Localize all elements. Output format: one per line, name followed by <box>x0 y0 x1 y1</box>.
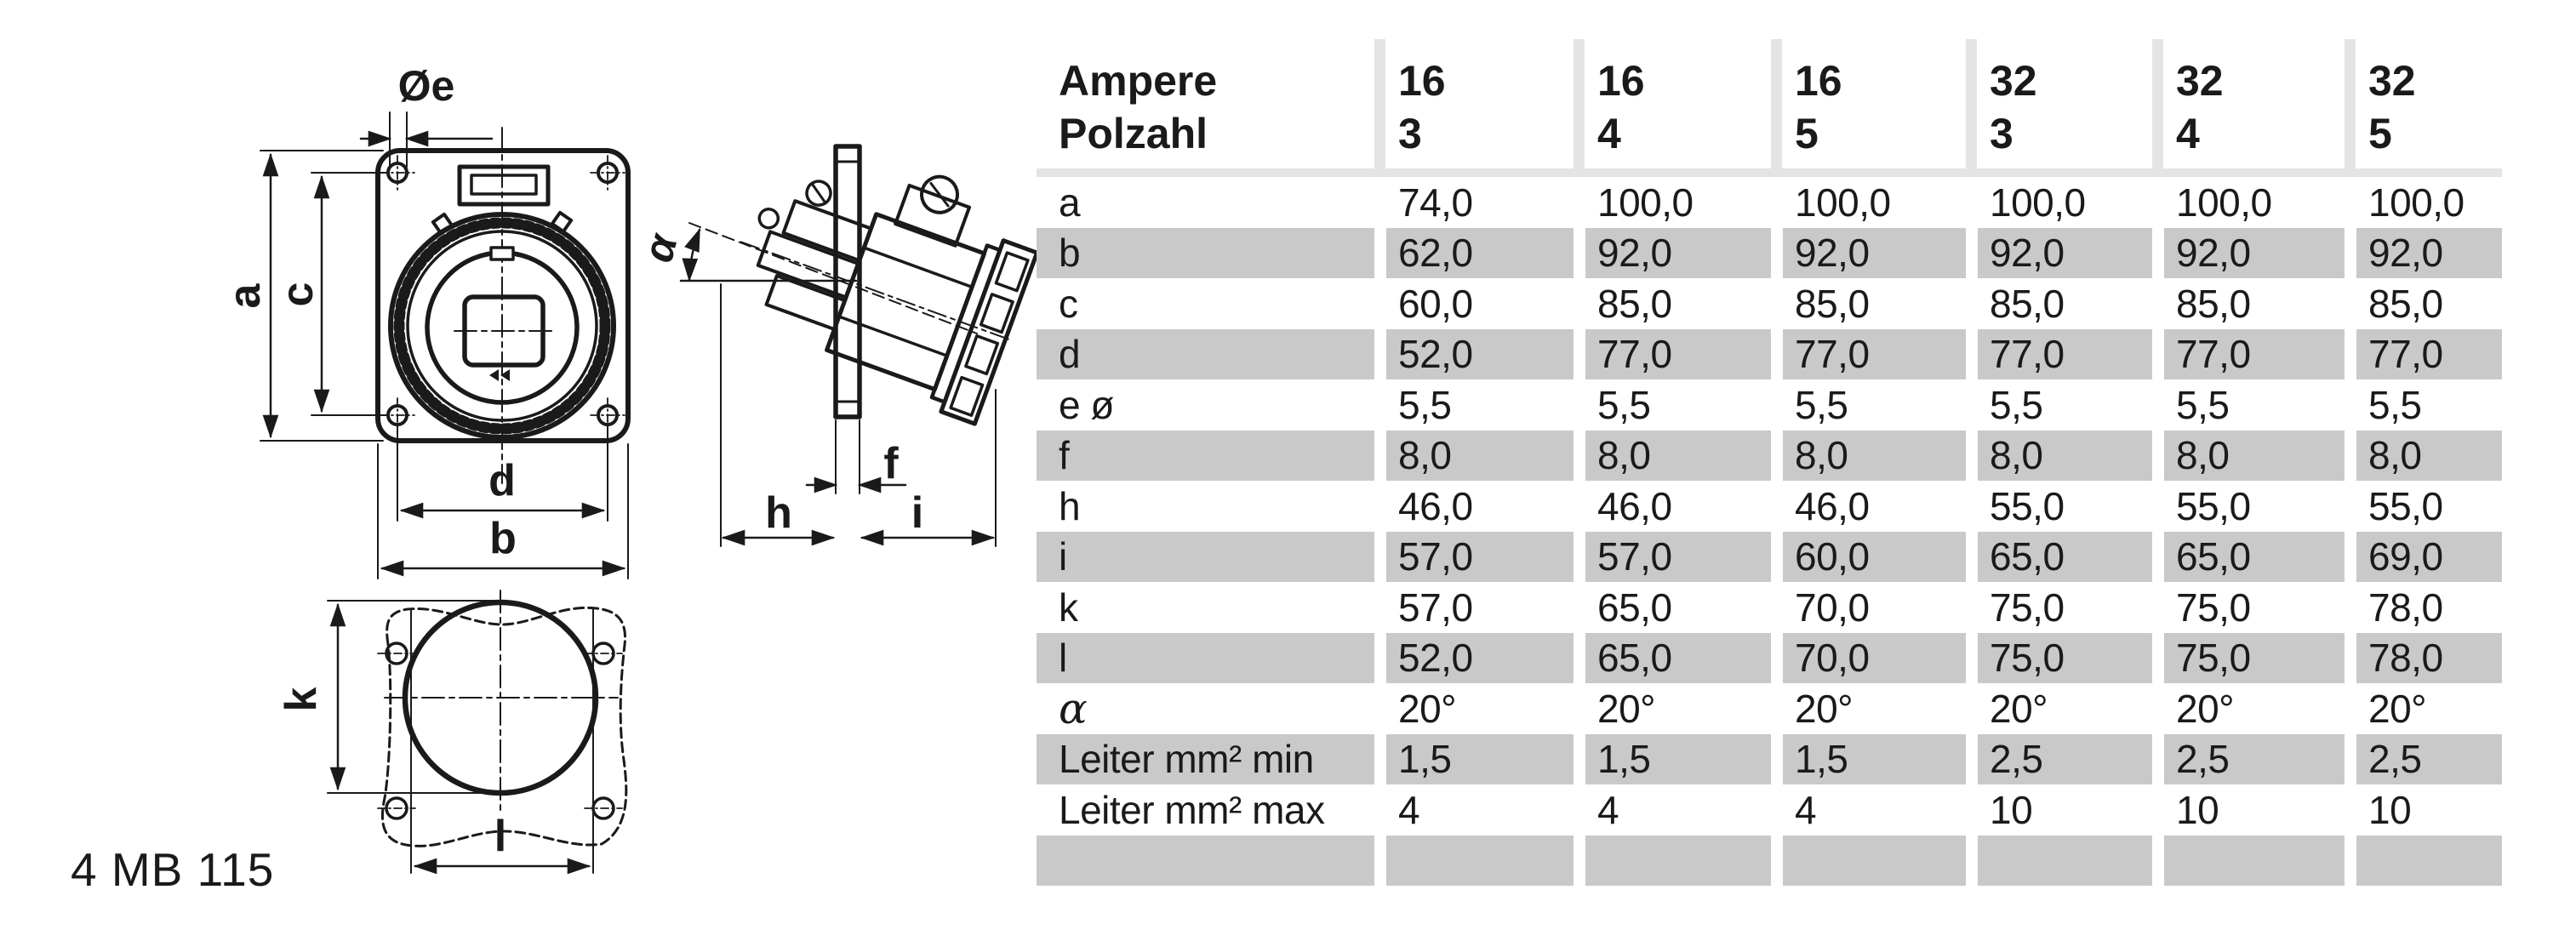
side-view <box>634 120 1054 546</box>
column-header: 16 5 <box>1795 57 1842 157</box>
table-row-i: i 57,0 57,0 60,0 65,0 65,0 69,0 <box>1037 532 2502 583</box>
table-row-l: l 52,0 65,0 70,0 75,0 75,0 78,0 <box>1037 633 2502 684</box>
column-separator <box>2152 39 2163 177</box>
orientation-mark <box>489 369 510 381</box>
table-row-empty <box>1037 835 2502 887</box>
dim-label-alpha: α <box>633 229 687 267</box>
dimension-table <box>1037 0 2502 893</box>
table-row-f: f 8,0 8,0 8,0 8,0 8,0 8,0 <box>1037 431 2502 482</box>
column-separator <box>1374 39 1385 177</box>
column-separator <box>1574 39 1585 177</box>
row-label: k <box>1059 585 1078 630</box>
row-label: Leiter mm² min <box>1037 734 1374 785</box>
row-label: i <box>1037 532 1374 583</box>
front-view <box>220 62 628 579</box>
column-header: 32 4 <box>2176 57 2224 157</box>
column-separator <box>1966 39 1977 177</box>
table-row-leiter-min: Leiter mm² min 1,5 1,5 1,5 2,5 2,5 2,5 <box>1037 734 2502 785</box>
row-label: h <box>1059 483 1081 528</box>
header-polzahl-label: Polzahl <box>1059 110 1208 157</box>
table-row-alpha: α 20° 20° 20° 20° 20° 20° <box>1037 683 2502 734</box>
table-row-c: c 60,0 85,0 85,0 85,0 85,0 85,0 <box>1037 278 2502 329</box>
row-label <box>1037 835 1374 887</box>
table-row-a: a 74,0 100,0 100,0 100,0 100,0 100,0 <box>1037 177 2502 228</box>
table-row-k: k 57,0 65,0 70,0 75,0 75,0 78,0 <box>1037 582 2502 633</box>
column-header: 16 4 <box>1597 57 1645 157</box>
tilted-socket-body <box>710 120 1054 425</box>
row-label: d <box>1037 329 1374 380</box>
dim-label-d: d <box>488 456 516 505</box>
latch-inner <box>471 175 536 194</box>
table-row-b: b 62,0 92,0 92,0 92,0 92,0 92,0 <box>1037 228 2502 279</box>
header-row-labels <box>1059 54 1217 160</box>
row-label: e ø <box>1059 382 1114 427</box>
table-body <box>1037 177 2502 886</box>
table-row-d: d 52,0 77,0 77,0 77,0 77,0 77,0 <box>1037 329 2502 380</box>
angle-arc <box>689 230 700 280</box>
row-label: a <box>1059 180 1081 225</box>
table-row-leiter-max: Leiter mm² max 4 4 4 10 10 10 <box>1037 784 2502 835</box>
technical-drawing <box>0 0 1055 941</box>
cutout-view <box>277 590 626 873</box>
dim-label-f: f <box>883 439 899 488</box>
row-label: f <box>1037 431 1374 482</box>
terminal-screw-2 <box>757 207 780 231</box>
table-row-h: h 46,0 46,0 46,0 55,0 55,0 55,0 <box>1037 481 2502 532</box>
table-header <box>1037 0 2502 177</box>
column-header: 32 5 <box>2368 57 2416 157</box>
dim-label-b: b <box>489 514 517 563</box>
column-separator <box>2345 39 2356 177</box>
keyway-notch <box>491 248 513 259</box>
row-label: Leiter mm² max <box>1059 787 1325 832</box>
dim-label-a: a <box>220 283 270 309</box>
dim-label-oe: Øe <box>397 62 455 110</box>
row-label: c <box>1059 281 1078 326</box>
column-header: 16 3 <box>1398 57 1446 157</box>
column-header: 32 3 <box>1990 57 2037 157</box>
product-code: 4 MB 115 <box>71 843 275 896</box>
table-row-e: e ø 5,5 5,5 5,5 5,5 5,5 5,5 <box>1037 379 2502 431</box>
row-label: l <box>1037 633 1374 684</box>
dim-label-c: c <box>273 282 323 307</box>
header-rule <box>1037 168 2502 177</box>
row-label: α <box>1059 683 1088 733</box>
dim-label-k: k <box>277 687 326 712</box>
dim-label-l: l <box>494 812 507 861</box>
header-ampere-label: Ampere <box>1059 57 1218 105</box>
row-label: b <box>1037 228 1374 279</box>
column-separator <box>1771 39 1782 177</box>
dim-label-h: h <box>765 488 792 538</box>
dim-label-i: i <box>911 488 924 538</box>
